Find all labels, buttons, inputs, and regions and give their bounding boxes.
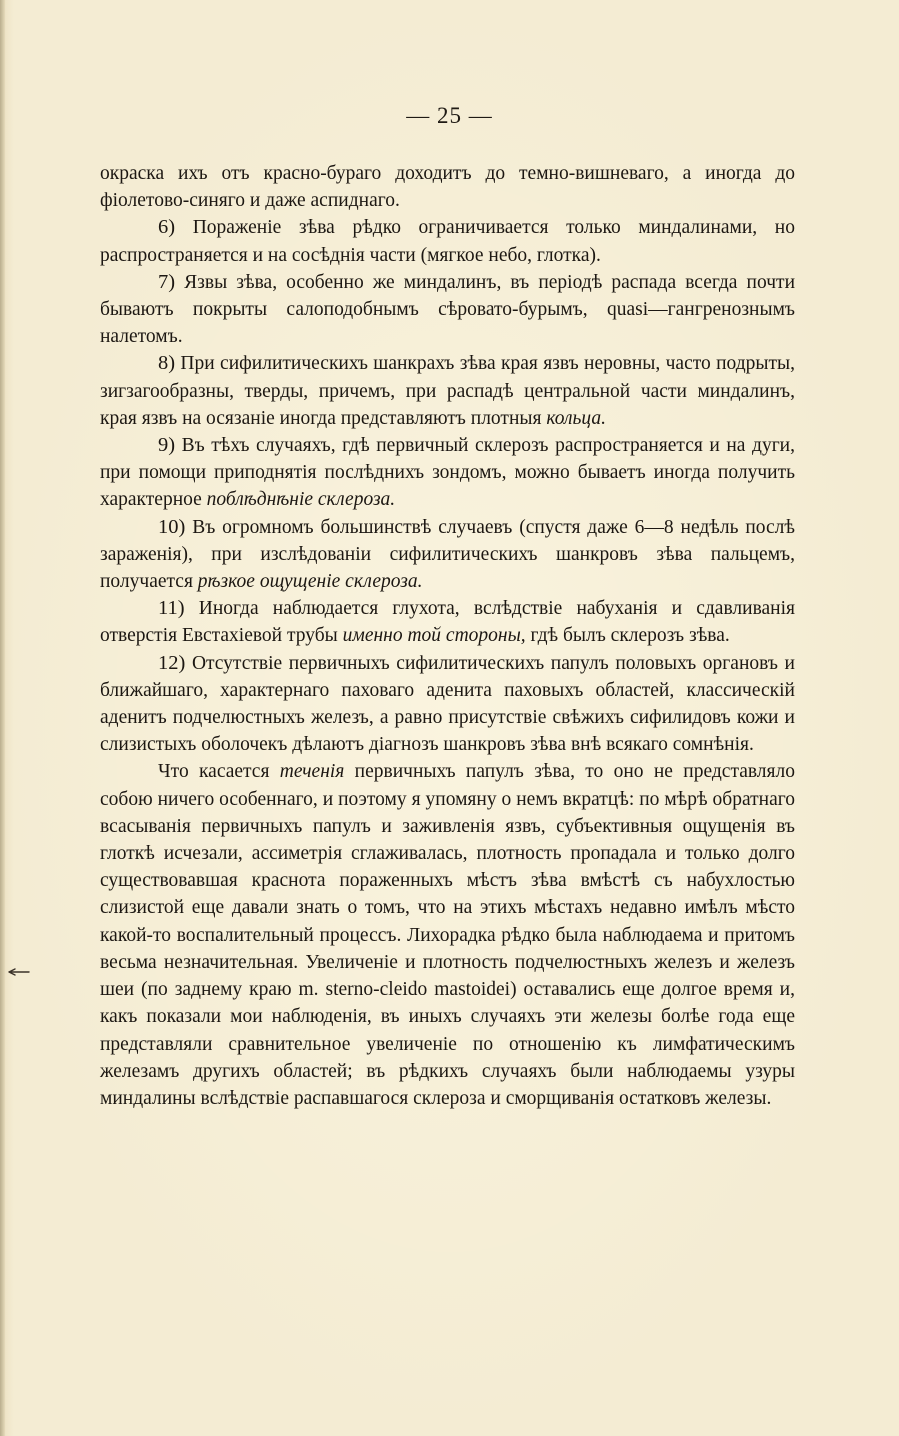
- paragraph-item-9: [100, 432, 795, 514]
- item-number: 6): [158, 216, 176, 239]
- paragraph-item-8: [100, 350, 795, 432]
- margin-mark-icon: [8, 968, 30, 976]
- page-number: — 25 —: [406, 103, 493, 128]
- item-number: 7): [158, 270, 176, 293]
- paragraph-continuation: [100, 160, 795, 214]
- paragraph-item-11: [100, 595, 795, 649]
- text-run: гдѣ былъ склерозъ зѣва.: [525, 625, 730, 647]
- paragraph-item-10: [100, 514, 795, 596]
- paragraph-item-6: [100, 214, 795, 268]
- emphasis-text: рѣзкое ощущеніе склероза.: [197, 571, 423, 593]
- text-run: Отсутствіе первичныхъ сифилитическихъ папулъ половыхъ органовъ и ближайшаго, характернаго паховаго аденита паховыхъ областей, классическій аденитъ подчелюстныхъ железъ, а равно присутствіе свѣжихъ сифилидовъ кожи и слизистыхъ оболочекъ дѣлаютъ діагнозъ шанкровъ зѣва внѣ всякаго сомнѣнія.: [100, 652, 795, 756]
- paragraph-course: [100, 758, 795, 1112]
- emphasis-text: поблѣднѣніе склероза.: [206, 489, 396, 511]
- emphasis-text: кольца.: [546, 407, 606, 429]
- emphasis-text: именно той стороны,: [342, 625, 526, 647]
- text-run: Пораженіе зѣва рѣдко ограничивается только миндалинами, но распространяется и на сосѣднія части (мягкое небо, глотка).: [100, 217, 795, 266]
- paragraph-item-12: [100, 650, 795, 759]
- item-number: 10): [158, 515, 186, 538]
- text-run: Что касается: [158, 761, 280, 783]
- text-run: Иногда наблюдается глухота, вслѣдствіе набуханія и сдавливанія отверстія Евстахіевой трубы: [100, 598, 795, 647]
- text-run: первичныхъ папулъ зѣва, то оно не представляло собою ничего особеннаго, и поэтому я упомяну о немъ вкратцѣ: по мѣрѣ обратнаго всасыванія первичныхъ папулъ и заживленія язвъ, субъективныя ощущенія въ глоткѣ исчезали, ассиметрія сглаживалась, плотность пропадала и только долго существовавшая краснота пораженныхъ мѣстъ зѣва вмѣстѣ съ набухлостью слизистой еще давали знать о томъ, что на этихъ мѣстахъ недавно имѣлъ мѣсто какой-то воспалительный процессъ. Лихорадка рѣдко была наблюдаема и притомъ весьма незначительная. Увеличеніе и плотность подчелюстныхъ железъ и железъ шеи (по заднему краю m. sterno-cleido mastoidei) оставались еще долгое время и, какъ показали мои наблюденія, въ иныхъ случаяхъ эти железы болѣе года еще представляли сравнительное увеличеніе по отношенію къ лимфатическимъ железамъ другихъ областей; въ рѣдкихъ случаяхъ были наблюдаемы узуры миндалины вслѣдствіе распавшагося склероза и сморщиванія остатковъ железы.: [100, 761, 795, 1109]
- paragraph-item-7: [100, 269, 795, 351]
- item-number: 8): [158, 352, 176, 375]
- item-number: 12): [158, 651, 186, 674]
- text-run: Въ огромномъ большинствѣ случаевъ (спустя даже 6—8 недѣль послѣ зараженія), при изслѣдованіи сифилитическихъ шанкровъ зѣва пальцемъ, получается: [100, 516, 795, 593]
- text-run: Въ тѣхъ случаяхъ, гдѣ первичный склерозъ распространяется и на дуги, при помощи приподнятія послѣднихъ зондомъ, можно бываетъ иногда получить характерное: [100, 435, 795, 511]
- text-run: Язвы зѣва, особенно же миндалинъ, въ періодѣ распада всегда почти бываютъ покрыты салоподобнымъ сѣровато-бурымъ, quasi—гангренознымъ налетомъ.: [100, 271, 795, 348]
- text-run: При сифилитическихъ шанкрахъ зѣва края язвъ неровны, часто подрыты, зигзагообразны, тверды, причемъ, при распадѣ центральной части миндалинъ, края язвъ на осязаніе иногда представляютъ плотныя: [100, 353, 795, 429]
- text-run: окраска ихъ отъ красно-бураго доходитъ до темно-вишневаго, а иногда до фіолетово-синяго и даже аспиднаго.: [100, 163, 795, 212]
- item-number: 11): [158, 597, 185, 620]
- page-edge: [0, 0, 5, 1436]
- emphasis-text: теченія: [279, 761, 345, 783]
- item-number: 9): [158, 434, 176, 457]
- body-text: [100, 160, 795, 1112]
